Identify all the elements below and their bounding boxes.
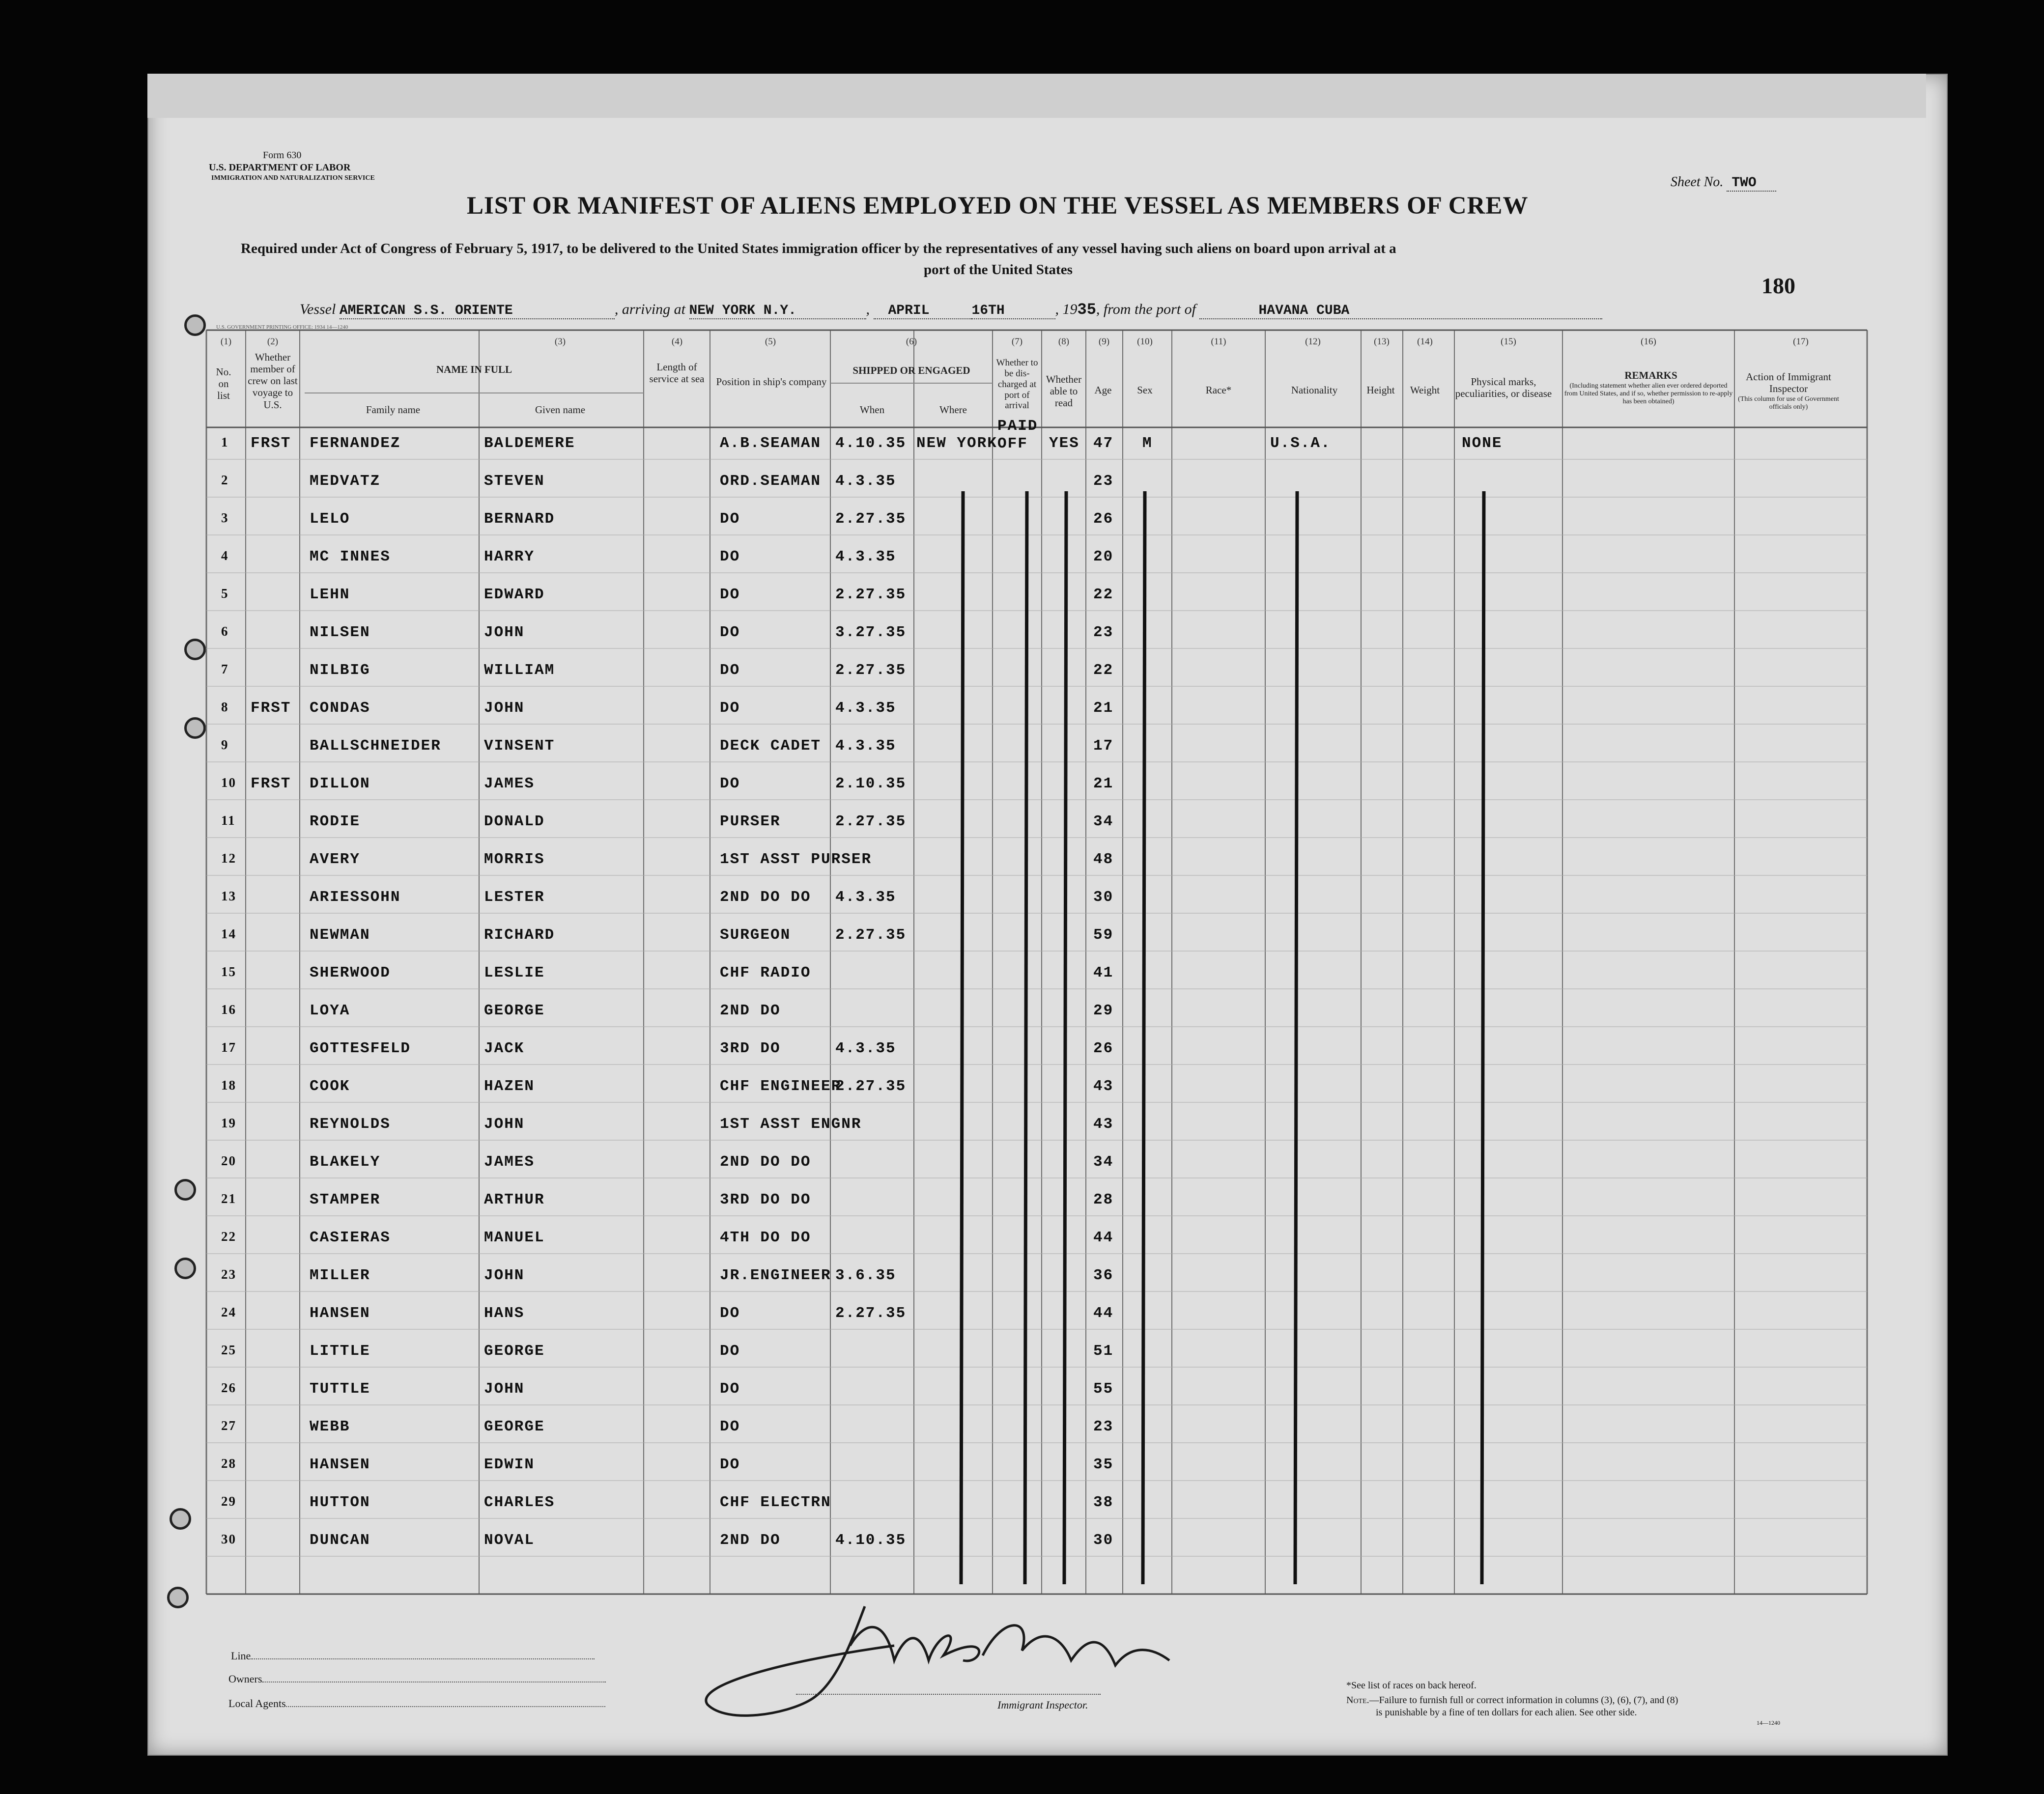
shipped-where-cell: NEW YORK <box>916 435 997 452</box>
family-name-cell: GOTTESFELD <box>310 1040 411 1057</box>
given-name-cell: BALDEMERE <box>484 435 575 452</box>
position-cell: A.B.SEAMAN <box>720 435 822 452</box>
given-name-cell: GEORGE <box>484 1002 545 1019</box>
family-name-cell: HUTTON <box>310 1494 370 1511</box>
position-cell: DO <box>720 624 740 641</box>
ditto-mark <box>1295 491 1297 1584</box>
printer-note: U.S. GOVERNMENT PRINTING OFFICE: 1934 14—1240 <box>216 324 348 330</box>
shipped-when-cell: 4.3.35 <box>835 548 896 565</box>
row-number: 21 <box>221 1191 236 1206</box>
position-cell: PURSER <box>720 813 781 830</box>
shipped-when-cell: 2.27.35 <box>835 926 907 944</box>
age-cell: 21 <box>1093 700 1114 717</box>
header-shipped-engaged: SHIPPED OR ENGAGED <box>852 364 970 376</box>
column-number: (9) <box>1098 336 1110 347</box>
family-name-cell: STAMPER <box>310 1191 381 1208</box>
family-name-cell: CONDAS <box>310 700 370 717</box>
header-sex: Sex <box>1137 384 1153 396</box>
department-name: U.S. DEPARTMENT OF LABOR <box>209 162 351 173</box>
arrival-month: APRIL <box>874 303 972 319</box>
row-number: 20 <box>221 1153 236 1168</box>
shipped-when-cell: 3.6.35 <box>835 1267 896 1284</box>
nationality-cell: U.S.A. <box>1270 435 1331 452</box>
header-family-name: Family name <box>366 404 421 416</box>
given-name-cell: DONALD <box>484 813 545 830</box>
shipped-when-cell: 2.27.35 <box>835 510 907 528</box>
ditto-mark <box>1143 491 1145 1584</box>
row-number: 3 <box>221 510 229 525</box>
header-where: Where <box>939 404 967 416</box>
family-name-cell: NILSEN <box>310 624 370 641</box>
row-number: 12 <box>221 851 236 866</box>
age-cell: 29 <box>1093 1002 1114 1019</box>
row-number: 16 <box>221 1002 236 1017</box>
arrival-day: 16TH <box>972 303 1055 319</box>
sheet-number: Sheet No. TWO <box>1671 174 1776 191</box>
position-cell: 2ND DO <box>720 1002 781 1019</box>
able-to-read-cell: YES <box>1049 435 1079 452</box>
column-number: (8) <box>1058 336 1070 347</box>
last-voyage-cell: FRST <box>251 435 291 452</box>
position-cell: 2ND DO <box>720 1532 781 1549</box>
family-name-cell: FERNANDEZ <box>310 435 401 452</box>
header-position: Position in ship's company <box>716 376 827 388</box>
header-length-of-service: Length of service at sea <box>649 361 705 385</box>
position-cell: 3RD DO DO <box>720 1191 811 1208</box>
position-cell: CHF ELECTRN <box>720 1494 831 1511</box>
given-name-cell: GEORGE <box>484 1418 545 1435</box>
column-number: (3) <box>554 336 566 347</box>
shipped-when-cell: 4.10.35 <box>835 435 907 452</box>
family-name-cell: LOYA <box>310 1002 350 1019</box>
header-given-name: Given name <box>535 404 586 416</box>
given-name-cell: JOHN <box>484 1267 525 1284</box>
shipped-when-cell: 2.10.35 <box>835 775 907 792</box>
given-name-cell: VINSENT <box>484 737 555 755</box>
inspector-line <box>796 1694 1101 1695</box>
given-name-cell: BERNARD <box>484 510 555 528</box>
shipped-when-cell: 2.27.35 <box>835 586 907 603</box>
family-name-cell: NILBIG <box>310 662 370 679</box>
inspector-label: Immigrant Inspector. <box>997 1699 1088 1711</box>
age-cell: 26 <box>1093 1040 1114 1057</box>
form-number: Form 630 <box>263 150 302 161</box>
form-code: 14—1240 <box>1757 1719 1780 1726</box>
row-number: 18 <box>221 1078 236 1093</box>
shipped-when-cell: 4.3.35 <box>835 1040 896 1057</box>
given-name-cell: GEORGE <box>484 1343 545 1360</box>
service-name: IMMIGRATION AND NATURALIZATION SERVICE <box>211 174 375 182</box>
given-name-cell: STEVEN <box>484 473 545 490</box>
position-cell: SURGEON <box>720 926 791 944</box>
age-cell: 44 <box>1093 1229 1114 1246</box>
family-name-cell: WEBB <box>310 1418 350 1435</box>
age-cell: 48 <box>1093 851 1114 868</box>
family-name-cell: LELO <box>310 510 350 528</box>
column-number: (12) <box>1305 336 1321 347</box>
position-cell: DO <box>720 662 740 679</box>
row-number: 19 <box>221 1116 236 1130</box>
family-name-cell: DUNCAN <box>310 1532 370 1549</box>
row-number: 28 <box>221 1456 236 1471</box>
fine-note-2: is punishable by a fine of ten dollars for each alien. See other side. <box>1376 1707 1637 1718</box>
column-number: (6) <box>906 336 917 347</box>
row-number: 24 <box>221 1305 236 1319</box>
row-number: 17 <box>221 1040 236 1055</box>
given-name-cell: HANS <box>484 1305 525 1322</box>
age-cell: 51 <box>1093 1343 1114 1360</box>
row-number: 29 <box>221 1494 236 1509</box>
fine-note: Note.—Failure to furnish full or correct information in columns (3), (6), (7), and (8) <box>1346 1695 1678 1706</box>
given-name-cell: MANUEL <box>484 1229 545 1246</box>
family-name-cell: LEHN <box>310 586 350 603</box>
footer-line-label: Line <box>231 1650 595 1662</box>
row-number: 10 <box>221 775 236 790</box>
age-cell: 22 <box>1093 586 1114 603</box>
header-physical-marks: Physical marks, peculiarities, or disease <box>1455 376 1552 400</box>
shipped-when-cell: 2.27.35 <box>835 1078 907 1095</box>
family-name-cell: HANSEN <box>310 1456 370 1473</box>
row-number: 4 <box>221 548 229 563</box>
arrival-year: 35 <box>1077 301 1096 319</box>
header-discharged: Whether to be dis-charged at port of arrival <box>996 358 1038 411</box>
family-name-cell: AVERY <box>310 851 361 868</box>
page-stamp: 180 <box>1761 273 1795 298</box>
family-name-cell: BALLSCHNEIDER <box>310 737 441 755</box>
age-cell: 23 <box>1093 1418 1114 1435</box>
position-cell: DO <box>720 700 740 717</box>
family-name-cell: BLAKELY <box>310 1153 381 1171</box>
position-cell: 3RD DO <box>720 1040 781 1057</box>
given-name-cell: NOVAL <box>484 1532 535 1549</box>
family-name-cell: MILLER <box>310 1267 370 1284</box>
column-number: (1) <box>220 336 232 347</box>
position-cell: DO <box>720 1305 740 1322</box>
given-name-cell: CHARLES <box>484 1494 555 1511</box>
age-cell: 35 <box>1093 1456 1114 1473</box>
header-able-to-read: Whether able to read <box>1046 373 1082 409</box>
header-race: Race* <box>1205 384 1232 396</box>
header-remarks: REMARKS <box>1624 369 1677 381</box>
row-number: 1 <box>221 435 229 449</box>
position-cell: JR.ENGINEER <box>720 1267 831 1284</box>
shipped-when-cell: 4.3.35 <box>835 700 896 717</box>
shipped-when-cell: 4.3.35 <box>835 737 896 755</box>
position-cell: 1ST ASST PURSER <box>720 851 872 868</box>
age-cell: 36 <box>1093 1267 1114 1284</box>
last-voyage-cell: FRST <box>251 775 291 792</box>
race-note: *See list of races on back hereof. <box>1346 1680 1476 1691</box>
column-number: (11) <box>1211 336 1226 347</box>
form-subtitle: Required under Act of Congress of February 5, 1917, to be delivered to the United States immigration officer by the representatives of any vessel having such aliens on board upon arrival at a <box>241 241 1396 256</box>
shipped-when-cell: 3.27.35 <box>835 624 907 641</box>
column-number: (10) <box>1137 336 1153 347</box>
family-name-cell: SHERWOOD <box>310 964 391 981</box>
family-name-cell: NEWMAN <box>310 926 370 944</box>
position-cell: CHF ENGINEER <box>720 1078 842 1095</box>
header-action: Action of Immigrant Inspector <box>1746 371 1831 395</box>
given-name-cell: JOHN <box>484 700 525 717</box>
age-cell: 22 <box>1093 662 1114 679</box>
position-cell: 2ND DO DO <box>720 1153 811 1171</box>
sex-cell: M <box>1142 435 1153 452</box>
column-number: (4) <box>671 336 683 347</box>
departure-port: HAVANA CUBA <box>1199 303 1602 319</box>
age-cell: 30 <box>1093 889 1114 906</box>
age-cell: 38 <box>1093 1494 1114 1511</box>
age-cell: 59 <box>1093 926 1114 944</box>
row-number: 11 <box>221 813 236 828</box>
family-name-cell: HANSEN <box>310 1305 370 1322</box>
position-cell: 1ST ASST ENGNR <box>720 1116 862 1133</box>
position-cell: DO <box>720 1418 740 1435</box>
footer-owners-label: Owners <box>228 1673 606 1685</box>
position-cell: DO <box>720 586 740 603</box>
shipped-when-cell: 2.27.35 <box>835 813 907 830</box>
age-cell: 23 <box>1093 624 1114 641</box>
age-cell: 43 <box>1093 1116 1114 1133</box>
age-cell: 44 <box>1093 1305 1114 1322</box>
row-number: 6 <box>221 624 229 639</box>
age-cell: 47 <box>1093 435 1114 452</box>
position-cell: 2ND DO DO <box>720 889 811 906</box>
position-cell: DO <box>720 548 740 565</box>
column-number: (2) <box>267 336 279 347</box>
ditto-mark <box>1482 491 1484 1584</box>
row-number: 14 <box>221 926 236 941</box>
header-when: When <box>859 404 885 416</box>
given-name-cell: JAMES <box>484 1153 535 1171</box>
given-name-cell: RICHARD <box>484 926 555 944</box>
row-number: 15 <box>221 964 236 979</box>
family-name-cell: LITTLE <box>310 1343 370 1360</box>
shipped-when-cell: 2.27.35 <box>835 1305 907 1322</box>
column-number: (16) <box>1641 336 1656 347</box>
column-number: (14) <box>1417 336 1433 347</box>
position-cell: ORD.SEAMAN <box>720 473 822 490</box>
column-number: (17) <box>1793 336 1809 347</box>
row-number: 26 <box>221 1380 236 1395</box>
position-cell: DO <box>720 1456 740 1473</box>
column-number: (15) <box>1501 336 1516 347</box>
age-cell: 20 <box>1093 548 1114 565</box>
row-number: 13 <box>221 889 236 903</box>
given-name-cell: JOHN <box>484 1380 525 1398</box>
age-cell: 34 <box>1093 813 1114 830</box>
header-height: Height <box>1366 384 1395 396</box>
vessel-name: AMERICAN S.S. ORIENTE <box>340 303 615 319</box>
given-name-cell: HAZEN <box>484 1078 535 1095</box>
header-nationality: Nationality <box>1291 384 1338 396</box>
physical-marks-cell: NONE <box>1462 435 1503 452</box>
given-name-cell: JACK <box>484 1040 525 1057</box>
header-age: Age <box>1094 384 1112 396</box>
footer-agents-label: Local Agents <box>228 1697 605 1710</box>
row-number: 2 <box>221 473 229 487</box>
ditto-mark <box>961 491 963 1584</box>
given-name-cell: JOHN <box>484 624 525 641</box>
age-cell: 55 <box>1093 1380 1114 1398</box>
inspector-signature <box>688 1587 1204 1734</box>
position-cell: DO <box>720 1380 740 1398</box>
shipped-when-cell: 2.27.35 <box>835 662 907 679</box>
column-number: (5) <box>765 336 776 347</box>
age-cell: 21 <box>1093 775 1114 792</box>
age-cell: 43 <box>1093 1078 1114 1095</box>
row-number: 30 <box>221 1532 236 1546</box>
age-cell: 28 <box>1093 1191 1114 1208</box>
family-name-cell: CASIERAS <box>310 1229 391 1246</box>
header-no-on-list: No. on list <box>216 366 231 402</box>
position-cell: DO <box>720 775 740 792</box>
header-weight: Weight <box>1410 384 1440 396</box>
given-name-cell: LESLIE <box>484 964 545 981</box>
age-cell: 41 <box>1093 964 1114 981</box>
arrival-port: NEW YORK N.Y. <box>689 303 866 319</box>
family-name-cell: TUTTLE <box>310 1380 370 1398</box>
ditto-mark <box>1025 491 1027 1584</box>
header-name-in-full: NAME IN FULL <box>436 364 512 375</box>
position-cell: DO <box>720 1343 740 1360</box>
row-number: 23 <box>221 1267 236 1282</box>
age-cell: 23 <box>1093 473 1114 490</box>
header-action-note: (This column for use of Government officials only) <box>1738 395 1839 411</box>
given-name-cell: MORRIS <box>484 851 545 868</box>
vessel-line: Vessel AMERICAN S.S. ORIENTE , arriving at NEW YORK N.Y. , APRIL 16TH , 1935, from the port of HAVANA CUBA <box>300 301 1602 319</box>
age-cell: 30 <box>1093 1532 1114 1549</box>
discharged-cell: PAID OFF <box>997 418 1038 452</box>
family-name-cell: MEDVATZ <box>310 473 381 490</box>
position-cell: DECK CADET <box>720 737 822 755</box>
family-name-cell: DILLON <box>310 775 370 792</box>
family-name-cell: REYNOLDS <box>310 1116 391 1133</box>
family-name-cell: RODIE <box>310 813 361 830</box>
family-name-cell: MC INNES <box>310 548 391 565</box>
row-number: 25 <box>221 1343 236 1357</box>
position-cell: CHF RADIO <box>720 964 811 981</box>
row-number: 9 <box>221 737 229 752</box>
given-name-cell: EDWIN <box>484 1456 535 1473</box>
shipped-when-cell: 4.3.35 <box>835 473 896 490</box>
age-cell: 26 <box>1093 510 1114 528</box>
last-voyage-cell: FRST <box>251 700 291 717</box>
form-title: LIST OR MANIFEST OF ALIENS EMPLOYED ON THE VESSEL AS MEMBERS OF CREW <box>467 192 1529 220</box>
header-member-last-voyage: Whether member of crew on last voyage to U.S. <box>248 351 298 411</box>
given-name-cell: JAMES <box>484 775 535 792</box>
position-cell: 4TH DO DO <box>720 1229 811 1246</box>
given-name-cell: HARRY <box>484 548 535 565</box>
row-number: 22 <box>221 1229 236 1244</box>
row-number: 7 <box>221 662 229 676</box>
row-number: 5 <box>221 586 229 601</box>
header-remarks-note: (Including statement whether alien ever ordered deported from United States, and if so, whether permission to re-apply has been obtained) <box>1564 382 1733 406</box>
position-cell: DO <box>720 510 740 528</box>
given-name-cell: WILLIAM <box>484 662 555 679</box>
form-subtitle-2: port of the United States <box>924 262 1073 278</box>
given-name-cell: ARTHUR <box>484 1191 545 1208</box>
row-number: 8 <box>221 700 229 714</box>
column-number: (13) <box>1374 336 1390 347</box>
shipped-when-cell: 4.10.35 <box>835 1532 907 1549</box>
given-name-cell: JOHN <box>484 1116 525 1133</box>
given-name-cell: EDWARD <box>484 586 545 603</box>
row-number: 27 <box>221 1418 236 1433</box>
age-cell: 17 <box>1093 737 1114 755</box>
column-number: (7) <box>1011 336 1023 347</box>
shipped-when-cell: 4.3.35 <box>835 889 896 906</box>
ditto-mark <box>1064 491 1066 1584</box>
given-name-cell: LESTER <box>484 889 545 906</box>
family-name-cell: ARIESSOHN <box>310 889 401 906</box>
family-name-cell: COOK <box>310 1078 350 1095</box>
age-cell: 34 <box>1093 1153 1114 1171</box>
